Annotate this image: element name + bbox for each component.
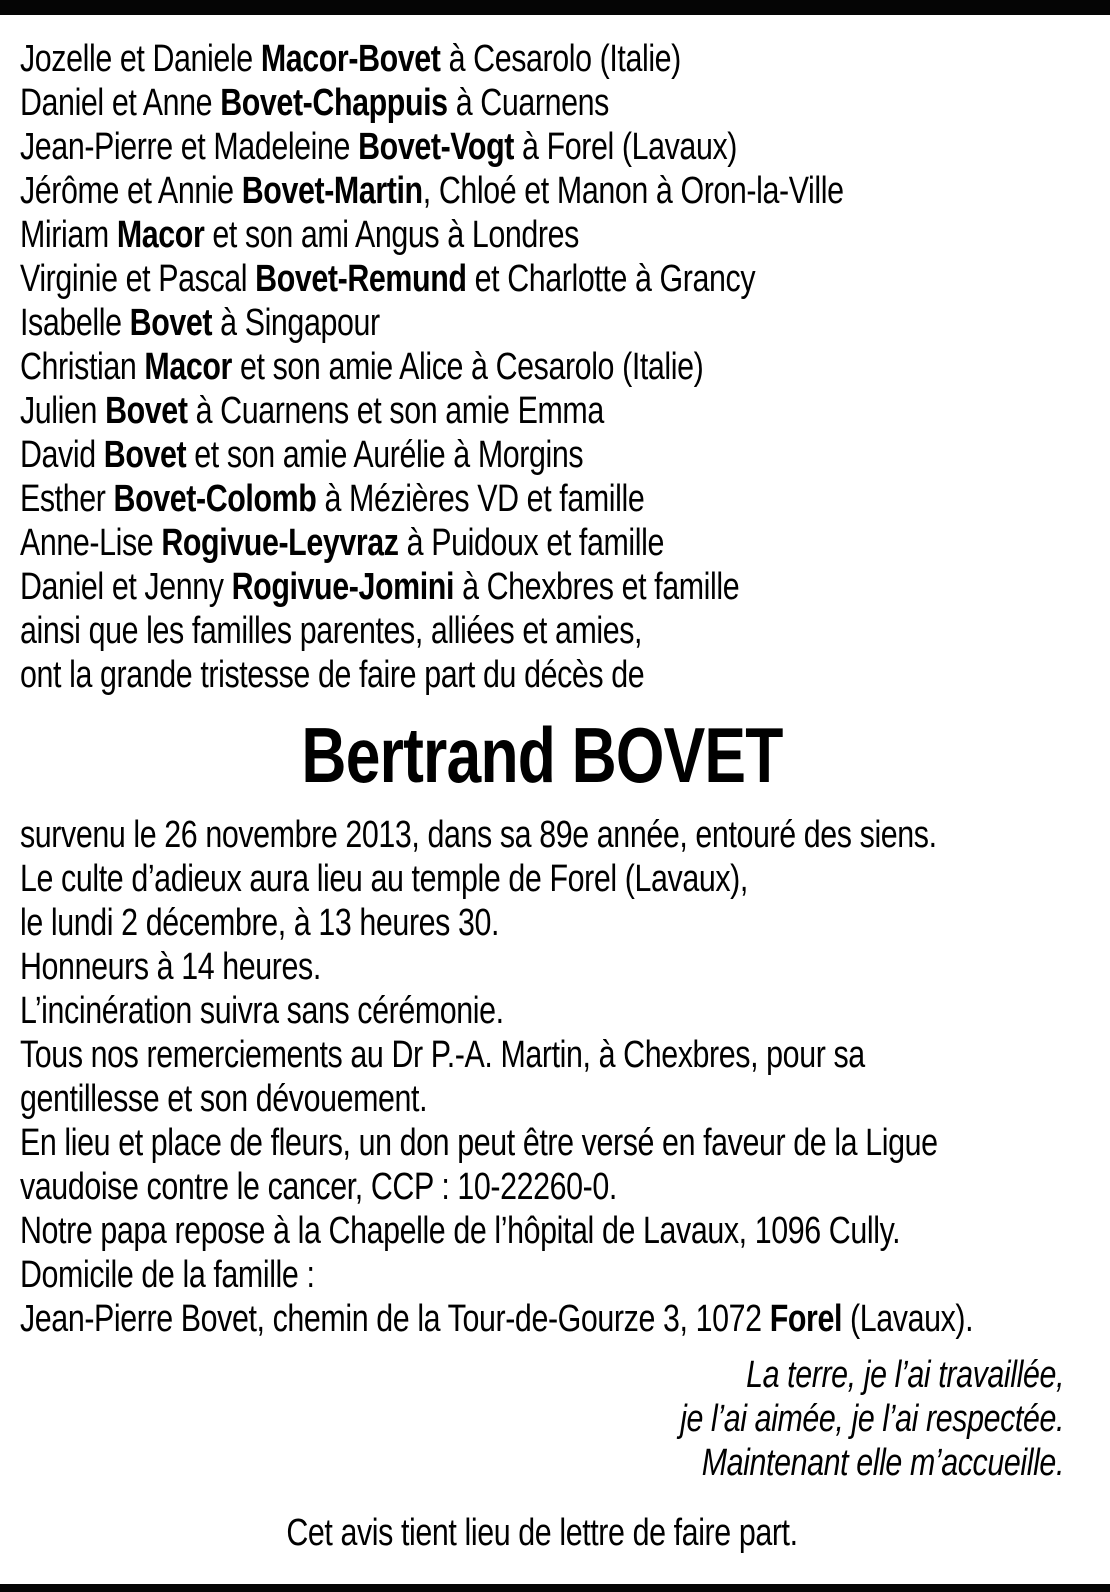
family-line-text: à Cesarolo (Italie) — [440, 38, 681, 80]
details-line-text: Honneurs à 14 heures. — [20, 946, 321, 988]
family-line-text: et son amie Alice à Cesarolo (Italie) — [231, 346, 704, 388]
family-line — [20, 37, 1064, 81]
family-line-text: à Mézières VD et famille — [316, 478, 645, 520]
family-name-bold: Bovet-Colomb — [113, 478, 317, 520]
details-line-text: Notre papa repose à la Chapelle de l’hôpital de Lavaux, 1096 Cully. — [20, 1210, 901, 1252]
family-line-text: Esther — [20, 478, 114, 520]
family-line — [20, 653, 1064, 697]
epitaph — [20, 1353, 1064, 1485]
family-line-text: et son ami Angus à Londres — [204, 214, 579, 256]
details-line — [20, 813, 1064, 857]
family-line-text: Miriam — [20, 214, 117, 256]
details-line-text: gentillesse et son dévouement. — [20, 1078, 428, 1120]
details-line-text: Jean-Pierre Bovet, chemin de la Tour-de-Gourze 3, 1072 — [20, 1298, 770, 1340]
family-line-text: à Cuarnens et son amie Emma — [187, 390, 604, 432]
details-line — [20, 1121, 1064, 1165]
family-name-bold: Macor — [116, 214, 205, 256]
family-line — [20, 433, 1064, 477]
family-line-text: à Forel (Lavaux) — [513, 126, 737, 168]
epitaph-line: je l’ai aimée, je l’ai respectée. — [680, 1398, 1064, 1440]
details-line — [20, 1077, 1064, 1121]
details-line — [20, 1165, 1064, 1209]
details-line — [20, 1209, 1064, 1253]
family-name-bold: Bovet — [103, 434, 187, 476]
family-name-bold: Bovet-Martin — [241, 170, 423, 212]
details-line-text: Le culte d’adieux aura lieu au temple de Forel (Lavaux), — [20, 858, 748, 900]
family-line-text: Daniel et Anne — [20, 82, 221, 124]
details-line — [20, 989, 1064, 1033]
family-line-text: Jérôme et Annie — [20, 170, 242, 212]
details-place-bold: Forel — [769, 1298, 843, 1340]
details-line-text: L’incinération suivra sans cérémonie. — [20, 990, 504, 1032]
family-name-bold: Bovet-Remund — [255, 258, 467, 300]
details-line — [20, 857, 1064, 901]
family-line — [20, 125, 1064, 169]
family-line-text: David — [20, 434, 104, 476]
family-line — [20, 609, 1064, 653]
family-line-text: à Cuarnens — [447, 82, 609, 124]
family-name-bold: Bovet — [129, 302, 213, 344]
details-line — [20, 945, 1064, 989]
family-line — [20, 521, 1064, 565]
family-line-text: Julien — [20, 390, 106, 432]
family-line-text: et son amie Aurélie à Morgins — [186, 434, 584, 476]
family-line-text: et Charlotte à Grancy — [466, 258, 756, 300]
family-name-bold: Rogivue-Leyvraz — [161, 522, 399, 564]
family-line-text: Virginie et Pascal — [20, 258, 256, 300]
details-line-text: (Lavaux). — [842, 1298, 974, 1340]
details-line — [20, 1253, 1064, 1297]
family-line-text: à Chexbres et famille — [454, 566, 740, 608]
family-line-text: Jean-Pierre et Madeleine — [20, 126, 359, 168]
family-line-text: ont la grande tristesse de faire part du décès de — [20, 654, 645, 696]
details-line-text: Domicile de la famille : — [20, 1254, 315, 1296]
family-name-bold: Rogivue-Jomini — [231, 566, 455, 608]
family-line — [20, 389, 1064, 433]
family-name-bold: Bovet-Vogt — [358, 126, 514, 168]
footer-notice-line: Cet avis tient lieu de lettre de faire part. — [286, 1512, 798, 1554]
details-line-text: Tous nos remerciements au Dr P.-A. Martin, à Chexbres, pour sa — [20, 1034, 865, 1076]
family-list — [20, 37, 1064, 697]
scan-border-bottom — [0, 1584, 1110, 1592]
family-line-text: Christian — [20, 346, 145, 388]
family-line-text: ainsi que les familles parentes, alliées et amies, — [20, 610, 643, 652]
epitaph-line: Maintenant elle m’accueille. — [701, 1442, 1064, 1484]
details-line — [20, 1297, 1064, 1341]
details-line-text: vaudoise contre le cancer, CCP : 10-22260-0. — [20, 1166, 617, 1208]
family-line — [20, 345, 1064, 389]
family-line-text: Anne-Lise — [20, 522, 162, 564]
family-name-bold: Bovet-Chappuis — [220, 82, 448, 124]
epitaph-line: La terre, je l’ai travaillée, — [746, 1354, 1064, 1396]
family-line-text: Isabelle — [20, 302, 130, 344]
family-line-text: à Puidoux et famille — [398, 522, 664, 564]
details-line — [20, 901, 1064, 945]
details-line-text: En lieu et place de fleurs, un don peut être versé en faveur de la Ligue — [20, 1122, 938, 1164]
family-line — [20, 257, 1064, 301]
family-line — [20, 477, 1064, 521]
family-line-text: Jozelle et Daniele — [20, 38, 261, 80]
funeral-details — [20, 813, 1064, 1341]
family-line — [20, 81, 1064, 125]
family-name-bold: Bovet — [105, 390, 188, 432]
family-line — [20, 169, 1064, 213]
deceased-name-title: Bertrand BOVET — [301, 711, 783, 799]
family-name-bold: Macor — [144, 346, 232, 388]
family-line — [20, 565, 1064, 609]
family-line — [20, 213, 1064, 257]
details-line-text: survenu le 26 novembre 2013, dans sa 89e année, entouré des siens. — [20, 814, 937, 856]
notice-content — [0, 15, 1110, 1555]
family-line-text: à Singapour — [212, 302, 380, 344]
details-line-text: le lundi 2 décembre, à 13 heures 30. — [20, 902, 500, 944]
scan-border-top — [0, 0, 1110, 15]
family-line — [20, 301, 1064, 345]
details-line — [20, 1033, 1064, 1077]
family-name-bold: Macor-Bovet — [260, 38, 441, 80]
family-line-text: , Chloé et Manon à Oron-la-Ville — [422, 170, 844, 212]
family-line-text: Daniel et Jenny — [20, 566, 232, 608]
